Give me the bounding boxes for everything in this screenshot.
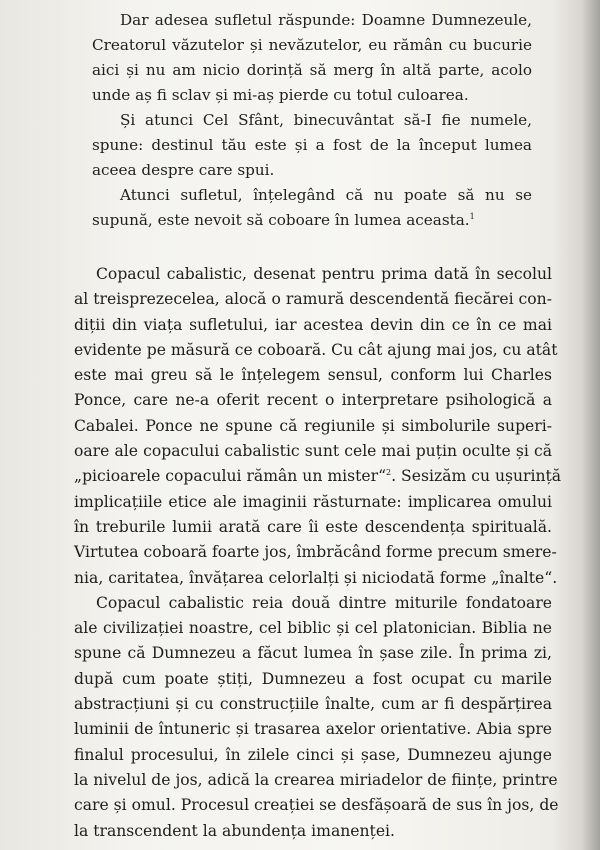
text-line: spune: destinul tău este și a fost de la început lumea bbox=[92, 136, 532, 154]
text-fragment: „picioarele copacului rămân un mister“ bbox=[74, 467, 387, 486]
footnote-marker: 2 bbox=[386, 468, 392, 478]
text-line: diții din viața sufletului, iar acestea devin din ce în ce mai bbox=[74, 315, 552, 334]
text-line: Copacul cabalistic, desenat pentru prima dată în secolul bbox=[96, 265, 552, 283]
text-line: evidente pe măsură ce coboară. Cu cât ajung mai jos, cu atât bbox=[74, 340, 558, 359]
text-line: Atunci sufletul, înțelegând că nu poate să nu se bbox=[120, 186, 532, 204]
text-line: la transcendent la abundența imanenței. bbox=[74, 821, 395, 840]
text-fragment: supună, este nevoit să coboare în lumea aceasta. bbox=[92, 211, 470, 229]
main-text bbox=[74, 262, 562, 844]
quote-paragraph-3 bbox=[92, 183, 532, 233]
text-line: Creatorul văzutelor și nevăzutelor, eu rămân cu bucurie bbox=[92, 36, 532, 54]
text-line: ale civilizației noastre, cel biblic și cel platonician. Biblia ne bbox=[74, 619, 552, 638]
quote-paragraph-2 bbox=[92, 108, 532, 183]
text-line: Ponce, care ne-a oferit recent o interpretare psihologică a bbox=[74, 391, 552, 410]
body-paragraph-1 bbox=[74, 262, 562, 591]
text-line: Cabalei. Ponce ne spune că regiunile și simbolurile superi- bbox=[74, 416, 552, 435]
text-line: aici și nu am nicio dorință să merg în altă parte, acolo bbox=[92, 61, 532, 79]
text-line: care și omul. Procesul creației se desfășoară de sus în jos, de bbox=[74, 796, 559, 815]
text-line: implicațiile etice ale imaginii răsturnate: implicarea omului bbox=[74, 492, 552, 511]
text-line: la nivelul de jos, adică la crearea miriadelor de ființe, printre bbox=[74, 770, 558, 789]
text-line: luminii de întuneric și trasarea axelor orientative. Abia spre bbox=[74, 720, 552, 739]
text-line: oare ale copacului cabalistic sunt cele mai puțin oculte și că bbox=[74, 442, 552, 461]
text-fragment: . Sesizăm cu ușurință bbox=[391, 467, 562, 486]
text-line: unde aș fi sclav și mi-aș pierde cu totul culoarea. bbox=[92, 86, 469, 104]
page-edge-shadow bbox=[582, 0, 600, 850]
text-line: este mai greu să le înțelegem sensul, conform lui Charles bbox=[74, 366, 552, 385]
quote-paragraph-1 bbox=[92, 8, 532, 108]
footnote-marker: 1 bbox=[469, 211, 475, 221]
text-line bbox=[64, 208, 532, 233]
text-line: abstracțiuni și cu construcțiile înalte, cum ar fi despărțirea bbox=[74, 695, 552, 714]
text-line: finalul procesului, în zilele cinci și șase, Dumnezeu ajunge bbox=[74, 745, 552, 764]
text-line: Virtutea coboară foarte jos, îmbrăcând forme precum smere- bbox=[74, 543, 557, 562]
body-paragraph-2 bbox=[74, 591, 559, 844]
quoted-passage bbox=[92, 8, 532, 233]
text-line: aceea despre care spui. bbox=[92, 161, 275, 179]
text-line: spune că Dumnezeu a făcut lumea în șase zile. În prima zi, bbox=[74, 644, 552, 663]
text-line bbox=[74, 464, 562, 489]
text-line: Copacul cabalistic reia două dintre miturile fondatoare bbox=[96, 593, 552, 612]
text-line: Dar adesea sufletul răspunde: Doamne Dumnezeule, bbox=[120, 11, 532, 29]
text-line: după cum poate știți, Dumnezeu a fost ocupat cu marile bbox=[74, 669, 552, 688]
text-line: în treburile lumii arată care îi este descendența spirituală. bbox=[74, 517, 552, 536]
text-line: nia, caritatea, învățarea celorlalți și niciodată forme „înalte“. bbox=[74, 568, 558, 587]
text-line: Și atunci Cel Sfânt, binecuvântat să-I fie numele, bbox=[120, 111, 532, 129]
text-line: al treisprezecelea, alocă o ramură descendentă fiecărei con- bbox=[74, 290, 552, 309]
